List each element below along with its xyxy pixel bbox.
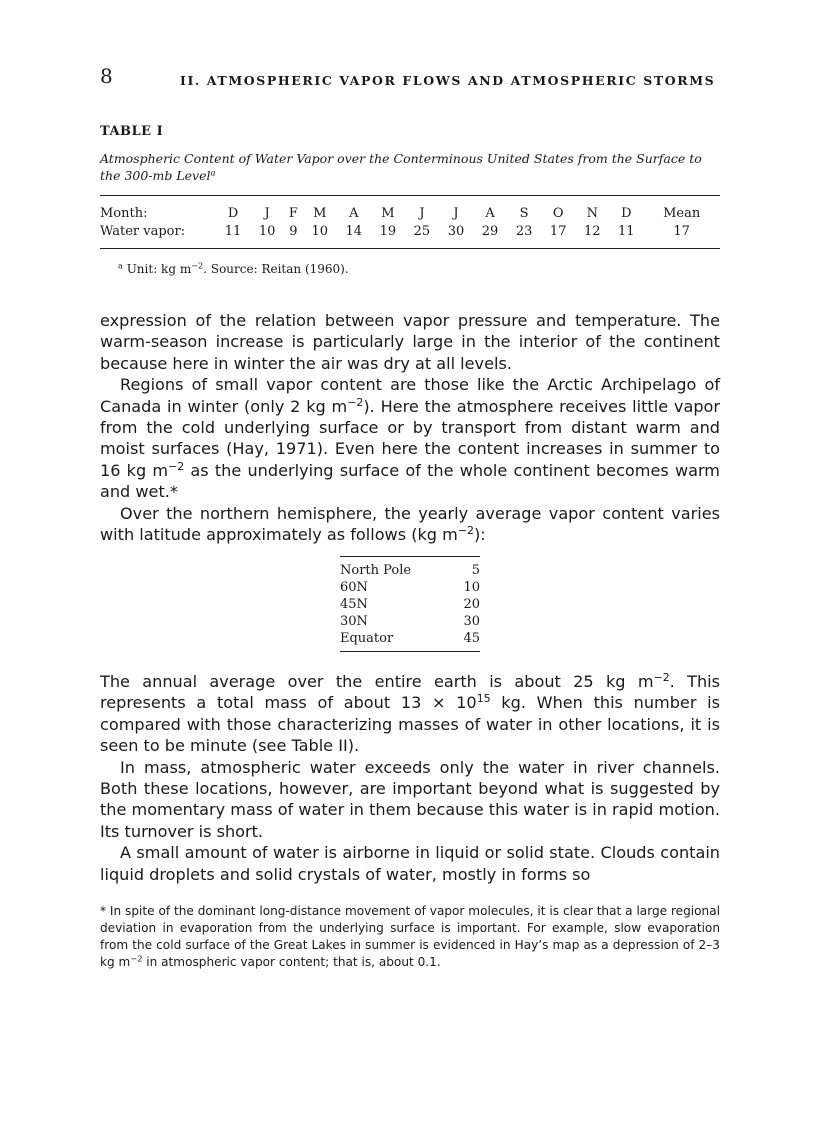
latitude-row <box>340 613 480 630</box>
latitude-row <box>340 596 480 613</box>
vapor-table <box>100 204 720 240</box>
month-cell: A <box>485 205 495 221</box>
latitude-value: 10 <box>463 580 480 595</box>
vapor-row-label: Water vapor: <box>100 223 186 239</box>
body-text-block-1 <box>100 310 720 545</box>
vapor-value-cell: 11 <box>224 223 242 239</box>
month-cell: D <box>227 205 239 221</box>
running-head: II. ATMOSPHERIC VAPOR FLOWS AND ATMOSPHERIC STORMS <box>180 73 716 88</box>
month-cell: M <box>381 205 395 221</box>
paragraph-5: In mass, atmospheric water exceeds only the water in river channels. Both these locations, however, are important beyond what is suggested by the momentary mass of water in them because this water is in rapid motion. Its turnover is short. <box>100 757 720 841</box>
month-cell: M <box>313 205 327 221</box>
vapor-value-cell: 12 <box>583 223 601 239</box>
paragraph-2-part-c: as the underlying surface of the whole continent becomes warm and wet.* <box>100 460 720 502</box>
vapor-value-cell: 19 <box>379 223 397 239</box>
month-cell: S <box>519 205 529 221</box>
latitude-label: 45N <box>340 597 368 612</box>
body-text-block-2 <box>100 671 720 885</box>
latitude-value: 30 <box>463 614 480 629</box>
footnote-unit-exp: −2 <box>191 260 204 271</box>
month-cell: A <box>349 205 359 221</box>
latitude-value: 45 <box>463 631 480 646</box>
page-footnote <box>100 903 720 971</box>
paragraph-2-part-b: ). Here the atmosphere receives little vapor from the cold underlying surface or by transport from distant warm and moist surfaces (Hay, 1971). Even here the content increases in summer to 16 kg m <box>100 396 720 480</box>
vapor-row <box>100 222 720 240</box>
latitude-table-bottom-rule <box>340 651 480 652</box>
paragraph-2-part-a: Regions of small vapor content are those like the Arctic Archipelago of Canada in winter (only 2 kg m <box>100 375 720 416</box>
month-cell: J <box>419 205 425 221</box>
vapor-value-cell: 11 <box>618 223 635 239</box>
paragraph-6: A small amount of water is airborne in liquid or solid state. Clouds contain liquid droplets and solid crystals of water, mostly in forms so <box>100 843 720 884</box>
paragraph-3-exp: −2 <box>457 524 474 538</box>
vapor-value-cell: 10 <box>258 223 276 239</box>
page-footnote-exp: −2 <box>130 953 143 964</box>
paragraph-4-part-a: The annual average over the entire earth is about 25 kg m <box>100 672 654 691</box>
paragraph-2-exp-2: −2 <box>168 459 185 473</box>
footnote-unit: Unit: kg m <box>122 262 192 276</box>
latitude-table-wrap <box>340 556 480 652</box>
month-cell: J <box>264 205 270 221</box>
footnote-mark: a <box>118 260 123 271</box>
latitude-label: 30N <box>340 614 368 629</box>
vapor-value-cell: 14 <box>345 223 363 239</box>
table-label: TABLE I <box>100 124 164 139</box>
month-row <box>100 204 720 222</box>
vapor-value-cell: 17 <box>673 223 690 239</box>
latitude-table-top-rule <box>340 556 480 557</box>
page-footnote-part-a: * In spite of the dominant long-distance movement of vapor molecules, it is clear that a large regional deviation in evaporation from the underlying surface is important. For example, slow evaporation from the cold surface of the Great Lakes in summer is evidenced in Hay’s map as a depression of 2–3 kg m <box>100 904 720 969</box>
paragraph-3 <box>100 503 720 546</box>
paragraph-2-exp-1: −2 <box>347 395 364 409</box>
latitude-label: Equator <box>340 631 394 646</box>
page-footnote-part-b: in atmospheric vapor content; that is, about 0.1. <box>142 955 441 969</box>
table-caption-text: Atmospheric Content of Water Vapor over the Conterminous United States from the Surface to the 300-mb Level <box>100 151 702 183</box>
table-footnote <box>118 262 349 276</box>
paragraph-1: expression of the relation between vapor pressure and temperature. The warm-season increase is particularly large in the interior of the continent because here in winter the air was dry at all levels. <box>100 311 720 373</box>
page-header <box>100 64 720 94</box>
month-cell: N <box>586 205 598 221</box>
vapor-value-cell: 23 <box>515 223 533 239</box>
latitude-row <box>340 562 480 579</box>
latitude-row <box>340 630 480 647</box>
paragraph-4-exp-1: −2 <box>653 670 670 684</box>
table-bottom-rule <box>100 248 720 249</box>
month-row-label: Month: <box>100 205 148 221</box>
vapor-value-cell: 17 <box>549 223 567 239</box>
vapor-value-cell: 29 <box>481 223 499 239</box>
latitude-table <box>340 562 480 647</box>
paragraph-4 <box>100 671 720 757</box>
vapor-value-cell: 30 <box>447 223 465 239</box>
month-cell: F <box>288 205 298 221</box>
latitude-value: 20 <box>463 597 480 612</box>
paragraph-4-part-c: kg. When this number is compared with those characterizing masses of water in other locations, it is seen to be minute (see Table II). <box>100 693 721 756</box>
vapor-value-cell: 25 <box>413 223 431 239</box>
latitude-label: North Pole <box>340 563 412 578</box>
paragraph-4-exp-2: 15 <box>476 692 491 706</box>
month-cell: O <box>552 205 564 221</box>
paragraph-3-part-a: Over the northern hemisphere, the yearly average vapor content varies with latitude approximately as follows (kg m <box>100 503 720 545</box>
latitude-value: 5 <box>471 563 480 578</box>
month-cell: J <box>453 205 459 221</box>
month-cell: D <box>621 205 632 221</box>
footnote-source: . Source: Reitan (1960). <box>203 262 349 276</box>
page-number: 8 <box>100 64 113 88</box>
vapor-value-cell: 9 <box>289 223 298 239</box>
latitude-row <box>340 579 480 596</box>
paragraph-4-part-b: . This represents a total mass of about 13 × 10 <box>100 672 720 713</box>
table-caption <box>100 150 720 184</box>
vapor-value-cell: 10 <box>311 223 329 239</box>
table-caption-note-mark: a <box>210 168 216 179</box>
paragraph-2 <box>100 374 720 502</box>
month-cell: Mean <box>663 205 701 221</box>
latitude-label: 60N <box>340 580 368 595</box>
table-top-rule <box>100 195 720 196</box>
paragraph-3-part-b: ): <box>473 525 486 545</box>
